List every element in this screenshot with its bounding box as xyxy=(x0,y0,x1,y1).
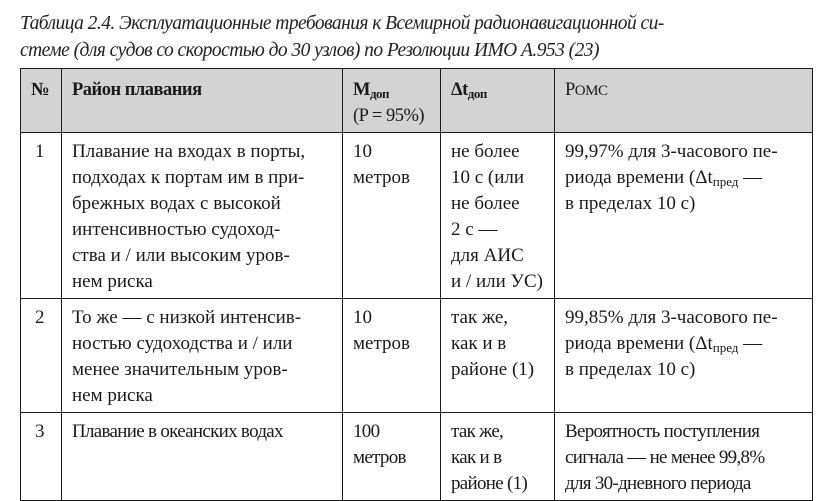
cell-area: Плавание в океанских водах xyxy=(62,413,343,501)
header-p-oms: PОМС xyxy=(555,69,813,133)
caption-line-1: Таблица 2.4. Эксплуатационные требования к Всемирной радионавигационной си- xyxy=(20,13,664,34)
table-header-row xyxy=(21,69,813,133)
cell-area: Плавание на входах в порты, подходах к портам им в при- брежных водах с высокой интенсивностью судоход- ства и / или высоким уров- нем риска xyxy=(62,133,343,299)
table-caption xyxy=(20,10,820,64)
cell-num: 3 xyxy=(21,413,62,501)
cell-num: 2 xyxy=(21,299,62,413)
cell-m-dop: 10 метров xyxy=(343,133,441,299)
cell-p-oms: 99,85% для 3-часового пе- риода времени ($\Delta t_{пред}$ — в пределах 10 с) xyxy=(555,299,813,413)
header-dt-dop: $\Delta t_{доп}$ xyxy=(441,69,555,133)
table-row xyxy=(21,133,813,299)
cell-m-dop: 10 метров xyxy=(343,299,441,413)
header-area: Район плавания xyxy=(62,69,343,133)
table-row xyxy=(21,299,813,413)
cell-dt-dop: так же, как и в районе (1) xyxy=(441,413,555,501)
cell-p-oms: Вероятность поступления сигнала — не менее 99,8% для 30-дневного периода xyxy=(555,413,813,501)
header-num: № xyxy=(21,69,62,133)
requirements-table xyxy=(20,68,813,501)
header-m-note: (P = 95%) xyxy=(353,106,425,126)
cell-dt-dop: не более 10 с (или не более 2 с — для АИС и / или УС) xyxy=(441,133,555,299)
cell-dt-dop: так же, как и в районе (1) xyxy=(441,299,555,413)
cell-p-oms: 99,97% для 3-часового пе- риода времени ($\Delta t_{пред}$ — в пределах 10 с) xyxy=(555,133,813,299)
header-m-dop: $M_{доп}$ (P = 95%) xyxy=(343,69,441,133)
cell-m-dop: 100 метров xyxy=(343,413,441,501)
caption-line-2: стеме (для судов со скоростью до 30 узлов) по Резолюции ИМО А.953 (23) xyxy=(20,40,599,61)
table-row xyxy=(21,413,813,501)
cell-area: То же — с низкой интенсив- ностью судоходства и / или менее значительным уров- нем риска xyxy=(62,299,343,413)
cell-num: 1 xyxy=(21,133,62,299)
